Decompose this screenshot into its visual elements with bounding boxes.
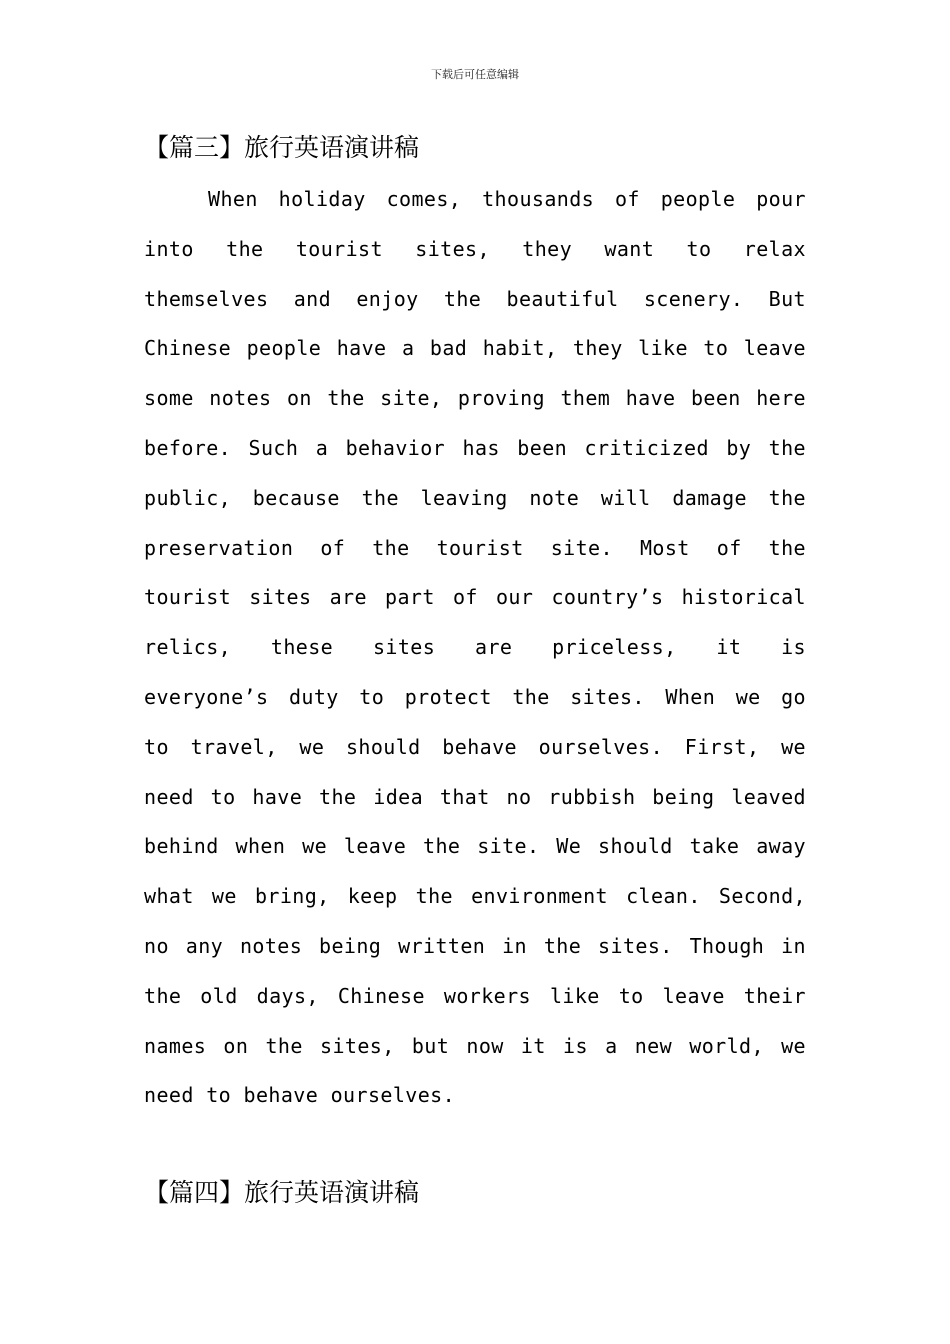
paragraph-line: into the tourist sites, they want to relax xyxy=(144,236,806,261)
paragraph-line: themselves and enjoy the beautiful scenery. But xyxy=(144,286,806,311)
paragraph-line: names on the sites, but now it is a new world, we xyxy=(144,1033,806,1058)
paragraph-line: the old days, Chinese workers like to leave their xyxy=(144,983,806,1008)
paragraph-line: behind when we leave the site. We should take away xyxy=(144,834,806,859)
paragraph-line: no any notes being written in the sites. Though in xyxy=(144,933,806,958)
paragraph-line: When holiday comes, thousands of people pour xyxy=(208,187,806,211)
paragraph-line: some notes on the site, proving them have been here xyxy=(144,386,806,411)
paragraph-line: tourist sites are part of our country’s historical xyxy=(144,585,806,610)
paragraph-line: before. Such a behavior has been criticized by the xyxy=(144,435,806,460)
paragraph-line: need to behave ourselves. xyxy=(144,1083,456,1108)
paragraph-line: to travel, we should behave ourselves. First, we xyxy=(144,734,806,759)
paragraph-line: relics, these sites are priceless, it is xyxy=(144,635,806,660)
paragraph-line: what we bring, keep the environment clean. Second, xyxy=(144,884,806,909)
speech-paragraph xyxy=(144,183,806,1129)
section-heading-4: 【篇四】旅行英语演讲稿 xyxy=(144,1178,420,1207)
paragraph-line: need to have the idea that no rubbish being leaved xyxy=(144,784,806,809)
paragraph-line: everyone’s duty to protect the sites. When we go xyxy=(144,684,806,709)
paragraph-line: public, because the leaving note will damage the xyxy=(144,485,806,510)
paragraph-line: preservation of the tourist site. Most of the xyxy=(144,535,806,560)
page-header-note: 下载后可任意编辑 xyxy=(431,68,519,81)
section-heading-3: 【篇三】旅行英语演讲稿 xyxy=(144,133,420,162)
paragraph-line: Chinese people have a bad habit, they like to leave xyxy=(144,336,806,361)
